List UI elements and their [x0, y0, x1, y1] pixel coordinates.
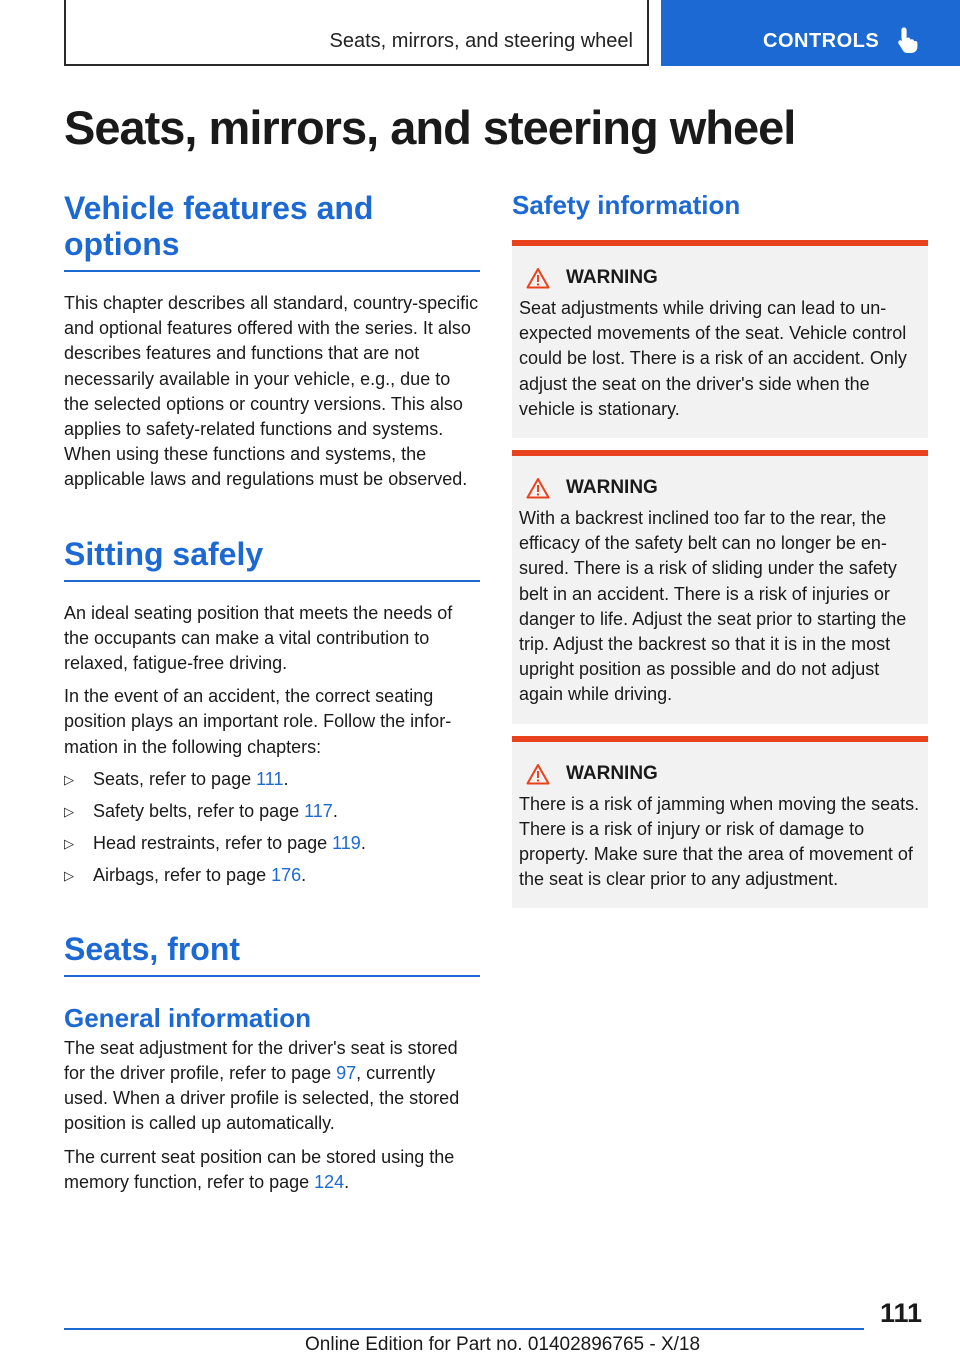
subsection-heading-general-information: General information [64, 1002, 312, 1033]
list-item-text: Head restraints, refer to page [93, 832, 333, 853]
arrow-bullet-icon: ▷ [64, 803, 74, 819]
left-column [64, 190, 480, 1195]
list-item [64, 767, 480, 792]
punctuation: . [283, 768, 289, 789]
page-link[interactable]: 111 [256, 768, 284, 789]
list-item-text: Safety belts, refer to page [93, 800, 305, 821]
general-information-paragraph-1 [64, 1036, 480, 1137]
section-divider [64, 580, 480, 582]
heading-line: Vehicle features and [64, 190, 374, 226]
paragraph-text: The current seat position can be stored using the memory function, refer to page [64, 1146, 455, 1192]
sitting-safely-paragraph-2: In the event of an accident, the correct seating position plays an important role. Follow the information in the following chapters: [64, 686, 452, 757]
section-heading-safety-information: Safety information [512, 190, 741, 220]
list-item-text: Airbags, refer to page [93, 864, 272, 885]
page-title: Seats, mirrors, and steering wheel [64, 101, 796, 154]
sitting-safely-paragraph-1: An ideal seating position that meets the needs of the occupants can make a vital contribution to relaxed, fatigue-free driving. [64, 602, 453, 674]
warning-label: WARNING [566, 762, 658, 784]
footer-divider [64, 1328, 864, 1330]
pointing-hand-icon [897, 26, 919, 54]
warning-header [519, 762, 920, 786]
warning-text: There is a risk of jamming when moving the seats. There is a risk of injury or risk of damage to property. Make sure that the area of movement of the seat is clear prior to any adjustment. [519, 793, 920, 890]
page-link[interactable]: 176 [271, 864, 302, 885]
header-chapter-label: CONTROLS [763, 30, 880, 52]
general-information-paragraph-2 [64, 1145, 480, 1195]
section-divider [64, 270, 480, 272]
punctuation: . [332, 800, 338, 821]
warning-header [519, 476, 920, 500]
list-item [64, 799, 480, 824]
right-column [512, 190, 928, 908]
warning-triangle-icon [526, 477, 550, 499]
header-section-title: Seats, mirrors, and steering wheel [329, 30, 633, 52]
section-heading-vehicle-features [64, 190, 480, 262]
arrow-bullet-icon: ▷ [64, 835, 74, 851]
warning-text: Seat adjustments while driving can lead to unexpected movements of the seat. Vehicle control could be lost. There is a risk of an accident. Only adjust the seat on the driver's side when the vehicle is stationary. [519, 298, 907, 419]
warning-triangle-icon [526, 763, 550, 785]
arrow-bullet-icon: ▷ [64, 867, 74, 883]
warning-box [512, 240, 928, 438]
arrow-bullet-icon: ▷ [64, 771, 74, 787]
warning-box [512, 736, 928, 909]
footer-edition-text: Online Edition for Part no. 01402896765 - X/18 [305, 1334, 701, 1355]
paragraph-text: . [344, 1171, 350, 1192]
warning-label: WARNING [566, 477, 658, 499]
reference-list [64, 767, 480, 888]
paragraph-text: The seat adjustment for the driver's seat is stored for the driver profile, refer to page [64, 1037, 458, 1084]
page-link[interactable]: 124 [314, 1171, 345, 1192]
heading-line: options [64, 226, 180, 262]
list-item [64, 831, 480, 856]
page-number: 111 [880, 1298, 923, 1328]
punctuation: . [360, 832, 366, 853]
punctuation: . [301, 864, 307, 885]
header-section-tab [64, 0, 649, 66]
warning-label: WARNING [566, 267, 658, 288]
list-item [64, 863, 480, 888]
warning-text: With a backrest inclined too far to the rear, the efficacy of the safety belt can no longer be ensured. There is a risk of sliding under the safety belt in an accident. There is a risk of injuries or danger to life. Adjust the seat prior to starting the trip. Adjust the backrest so that it is in the most upright position as possible and do not adjust again while driving. [519, 508, 907, 705]
warning-triangle-icon [526, 267, 550, 289]
section-heading-sitting-safely: Sitting safely [64, 535, 264, 572]
vehicle-features-paragraph: This chapter describes all standard, country-specific and optional features offered with the series. It also describes features and functions that are not necessarily available in your vehicle, e.g., due to the selected options or country versions. This also applies to safety-related functions and systems. When using these functions and systems, the applicable laws and regulations must be observed. [64, 293, 479, 490]
section-divider [64, 975, 480, 977]
page-link[interactable]: 119 [332, 832, 361, 853]
warning-box [512, 450, 928, 724]
section-heading-seats-front: Seats, front [64, 930, 241, 967]
page-link[interactable]: 97 [336, 1063, 357, 1084]
list-item-text: Seats, refer to page [93, 768, 257, 789]
page-link[interactable]: 117 [304, 800, 333, 821]
warning-header [519, 266, 920, 290]
header-chapter-tab[interactable] [661, 0, 960, 66]
paragraph-text: , currently used. When a driver profile is selected, the stored position is called up automatically. [64, 1063, 460, 1134]
